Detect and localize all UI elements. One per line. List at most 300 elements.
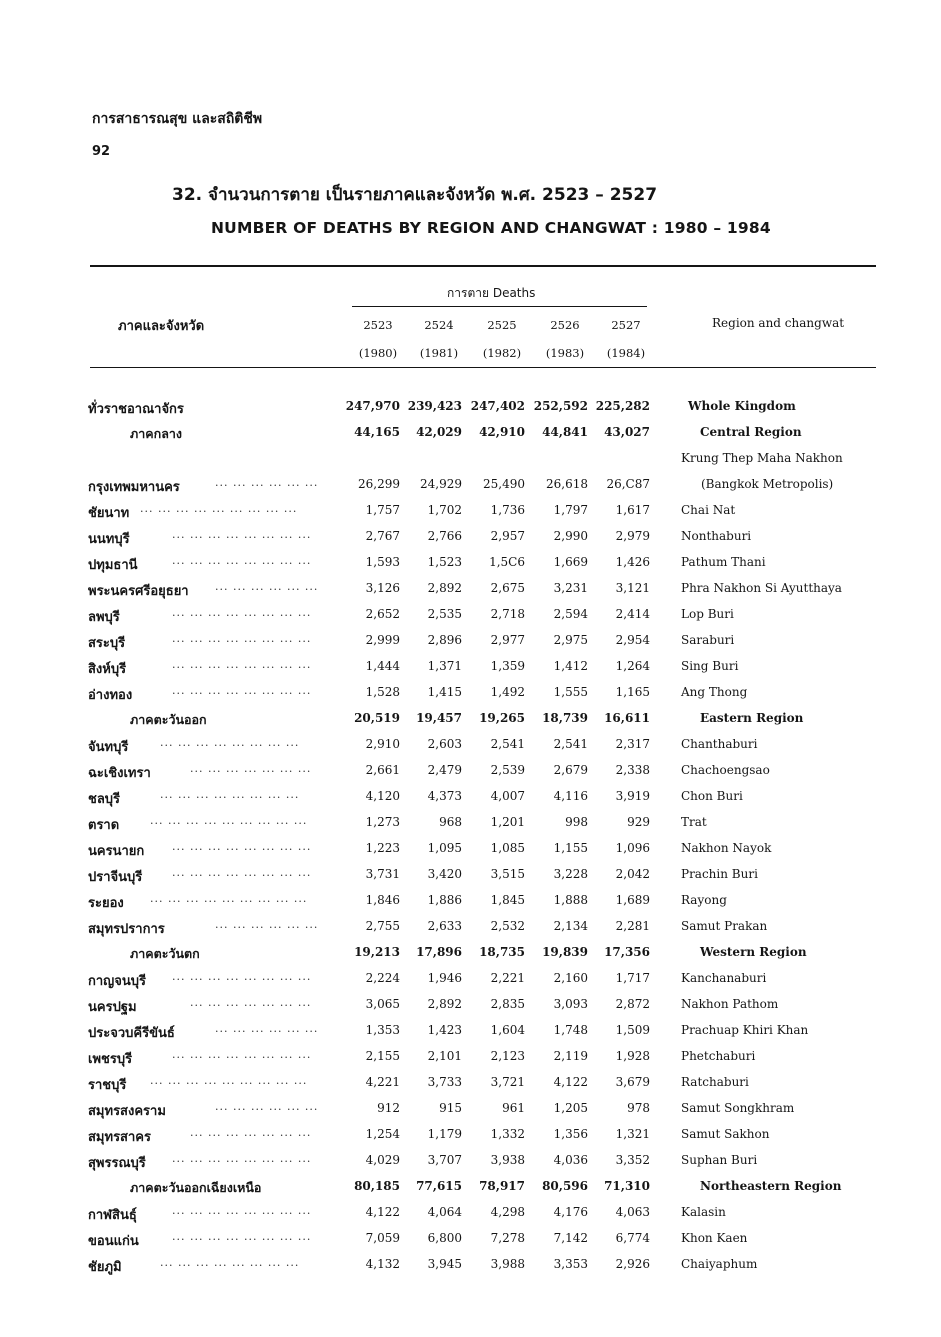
leader-dots: ... ... ... ... ... ... ... ... ... [150, 1074, 308, 1087]
cell-value: 1,205 [553, 1101, 588, 1115]
table-row [0, 476, 941, 502]
cell-value: 2,541 [553, 737, 588, 751]
cell-value: 1,096 [615, 841, 650, 855]
table-row [0, 398, 941, 424]
row-label-thai: ขอนแก่น [88, 1234, 139, 1249]
cell-value: 19,839 [542, 945, 588, 959]
cell-value: 3,919 [615, 789, 650, 803]
row-label-thai: ตราด [88, 818, 120, 833]
leader-dots: ... ... ... ... ... ... ... ... ... [150, 892, 308, 905]
cell-value: 1,179 [427, 1127, 462, 1141]
cell-value: 4,132 [365, 1257, 400, 1271]
cell-value: 968 [439, 815, 462, 829]
cell-value: 3,126 [365, 581, 400, 595]
row-label-english: Sing Buri [681, 659, 739, 673]
cell-value: 4,122 [553, 1075, 588, 1089]
cell-value: 42,910 [479, 425, 525, 439]
cell-value: 1,736 [490, 503, 525, 517]
cell-value: 1,617 [615, 503, 650, 517]
cell-value: 26,C87 [606, 477, 650, 491]
region-header-english: Region and changwat [712, 316, 845, 330]
cell-value: 1,356 [553, 1127, 588, 1141]
cell-value: 2,155 [365, 1049, 400, 1063]
cell-value: 7,142 [553, 1231, 588, 1245]
cell-value: 915 [439, 1101, 462, 1115]
cell-value: 3,065 [365, 997, 400, 1011]
leader-dots: ... ... ... ... ... ... ... ... [172, 1152, 312, 1165]
top-rule [90, 265, 876, 267]
cell-value: 26,618 [546, 477, 588, 491]
cell-value: 1,528 [365, 685, 400, 699]
cell-value: 2,755 [365, 919, 400, 933]
cell-value: 2,160 [553, 971, 588, 985]
cell-value: 1,689 [615, 893, 650, 907]
cell-value: 1,264 [615, 659, 650, 673]
cell-value: 4,036 [553, 1153, 588, 1167]
cell-value: 2,835 [490, 997, 525, 1011]
region-header-thai: ภาคและจังหวัด [118, 319, 205, 334]
year-be-2527: 2527 [611, 318, 641, 332]
table-row [0, 450, 941, 476]
cell-value: 225,282 [595, 399, 650, 413]
year-ad-1980: (1980) [358, 346, 398, 360]
cell-value: 978 [627, 1101, 650, 1115]
cell-value: 4,120 [365, 789, 400, 803]
cell-value: 6,774 [615, 1231, 650, 1245]
cell-value: 3,228 [553, 867, 588, 881]
cell-value: 2,652 [365, 607, 400, 621]
cell-value: 2,134 [553, 919, 588, 933]
row-label-thai: ปราจีนบุรี [88, 870, 143, 885]
cell-value: 20,519 [354, 711, 400, 725]
cell-value: 1,509 [615, 1023, 650, 1037]
cell-value: 998 [565, 815, 588, 829]
cell-value: 2,535 [427, 607, 462, 621]
table-row [0, 788, 941, 814]
cell-value: 247,970 [345, 399, 400, 413]
cell-value: 2,414 [615, 607, 650, 621]
cell-value: 2,317 [615, 737, 650, 751]
table-row [0, 840, 941, 866]
cell-value: 1,888 [553, 893, 588, 907]
table-title-thai: 32. จำนวนการตาย เป็นรายภาคและจังหวัด พ.ศ. 2523 – 2527 [172, 185, 658, 205]
row-label-thai: ระยอง [88, 896, 124, 911]
cell-value: 2,767 [365, 529, 400, 543]
cell-value: 1,523 [427, 555, 462, 569]
leader-dots: ... ... ... ... ... ... ... [190, 996, 312, 1009]
row-label-thai: พระนครศรีอยุธยา [88, 584, 189, 599]
row-label-thai: สุพรรณบุรี [88, 1156, 146, 1171]
cell-value: 1,415 [427, 685, 462, 699]
table-row [0, 554, 941, 580]
cell-value: 4,176 [553, 1205, 588, 1219]
page-number: 92 [92, 144, 111, 159]
table-row [0, 892, 941, 918]
cell-value: 1,332 [490, 1127, 525, 1141]
row-label-thai: กาญจนบุรี [88, 974, 146, 989]
row-label-thai: ฉะเชิงเทรา [88, 766, 151, 781]
cell-value: 1,593 [365, 555, 400, 569]
cell-value: 3,121 [615, 581, 650, 595]
cell-value: 80,596 [542, 1179, 588, 1193]
row-label-thai: ชัยภูมิ [88, 1260, 122, 1275]
cell-value: 4,029 [365, 1153, 400, 1167]
cell-value: 2,979 [615, 529, 650, 543]
leader-dots: ... ... ... ... ... ... ... ... [172, 970, 312, 983]
cell-value: 2,872 [615, 997, 650, 1011]
cell-value: 1,423 [427, 1023, 462, 1037]
cell-value: 3,731 [365, 867, 400, 881]
row-label-thai: สมุทรปราการ [88, 922, 165, 937]
row-label-thai: นครปฐม [88, 1000, 137, 1015]
cell-value: 18,735 [479, 945, 525, 959]
cell-value: 3,707 [427, 1153, 462, 1167]
cell-value: 2,539 [490, 763, 525, 777]
table-row [0, 944, 941, 970]
table-row [0, 528, 941, 554]
cell-value: 1,353 [365, 1023, 400, 1037]
cell-value: 1,359 [490, 659, 525, 673]
cell-value: 1,223 [365, 841, 400, 855]
row-label-english: Phetchaburi [681, 1049, 756, 1063]
table-row [0, 762, 941, 788]
header-bottom-rule [90, 367, 876, 368]
cell-value: 2,718 [490, 607, 525, 621]
cell-value: 4,007 [490, 789, 525, 803]
cell-value: 2,975 [553, 633, 588, 647]
cell-value: 78,917 [479, 1179, 525, 1193]
cell-value: 4,064 [427, 1205, 462, 1219]
year-ad-1982: (1982) [482, 346, 522, 360]
cell-value: 961 [502, 1101, 525, 1115]
cell-value: 3,988 [490, 1257, 525, 1271]
leader-dots: ... ... ... ... ... ... ... ... ... [150, 814, 308, 827]
cell-value: 1,273 [365, 815, 400, 829]
cell-value: 929 [627, 815, 650, 829]
cell-value: 1,845 [490, 893, 525, 907]
row-label-thai: สิงห์บุรี [88, 662, 127, 677]
cell-value: 3,721 [490, 1075, 525, 1089]
leader-dots: ... ... ... ... ... ... ... ... [172, 1230, 312, 1243]
row-label-thai: ภาคตะวันตก [130, 946, 200, 961]
row-label-thai: สมุทรสงคราม [88, 1104, 166, 1119]
cell-value: 2,999 [365, 633, 400, 647]
cell-value: 1,254 [365, 1127, 400, 1141]
row-label-thai: ราชบุรี [88, 1078, 127, 1093]
cell-value: 3,420 [427, 867, 462, 881]
cell-value: 2,281 [615, 919, 650, 933]
cell-value: 43,027 [604, 425, 650, 439]
row-label-english: Nakhon Nayok [681, 841, 772, 855]
row-label-english: Chai Nat [681, 503, 736, 517]
table-row [0, 1074, 941, 1100]
cell-value: 3,515 [490, 867, 525, 881]
year-be-2526: 2526 [550, 318, 580, 332]
row-label-english: Western Region [700, 945, 807, 959]
cell-value: 2,910 [365, 737, 400, 751]
leader-dots: ... ... ... ... ... ... [215, 1022, 319, 1035]
cell-value: 2,633 [427, 919, 462, 933]
cell-value: 1,846 [365, 893, 400, 907]
table-row [0, 1230, 941, 1256]
cell-value: 1,757 [365, 503, 400, 517]
cell-value: 2,990 [553, 529, 588, 543]
cell-value: 6,800 [427, 1231, 462, 1245]
leader-dots: ... ... ... ... ... ... ... ... [172, 658, 312, 671]
cell-value: 2,541 [490, 737, 525, 751]
cell-value: 2,479 [427, 763, 462, 777]
row-label-thai: ทั่วราชอาณาจักร [88, 402, 184, 417]
cell-value: 77,615 [416, 1179, 462, 1193]
row-label-thai: ภาคกลาง [130, 426, 182, 441]
row-label-english: Chachoengsao [681, 763, 770, 777]
cell-value: 2,042 [615, 867, 650, 881]
row-label-thai: ลพบุรี [88, 610, 120, 625]
cell-value: 1,321 [615, 1127, 650, 1141]
cell-value: 2,101 [427, 1049, 462, 1063]
leader-dots: ... ... ... ... ... ... [215, 1100, 319, 1113]
table-row [0, 580, 941, 606]
leader-dots: ... ... ... ... ... ... ... ... [160, 1256, 300, 1269]
cell-value: 7,059 [365, 1231, 400, 1245]
row-label-thai: สมุทรสาคร [88, 1130, 151, 1145]
row-label-thai: อ่างทอง [88, 688, 133, 703]
leader-dots: ... ... ... ... ... ... ... ... [172, 1048, 312, 1061]
cell-value: 239,423 [407, 399, 462, 413]
cell-value: 1,371 [427, 659, 462, 673]
cell-value: 4,298 [490, 1205, 525, 1219]
cell-value: 2,957 [490, 529, 525, 543]
cell-value: 19,265 [479, 711, 525, 725]
row-label-english: Kanchanaburi [681, 971, 767, 985]
cell-value: 2,221 [490, 971, 525, 985]
cell-value: 1,604 [490, 1023, 525, 1037]
table-row [0, 1022, 941, 1048]
leader-dots: ... ... ... ... ... ... [215, 918, 319, 931]
row-label-english: Krung Thep Maha Nakhon [681, 451, 843, 465]
cell-value: 1,702 [427, 503, 462, 517]
row-label-english: Lop Buri [681, 607, 734, 621]
cell-value: 1,412 [553, 659, 588, 673]
year-ad-1981: (1981) [419, 346, 459, 360]
cell-value: 80,185 [354, 1179, 400, 1193]
leader-dots: ... ... ... ... ... ... ... ... [172, 840, 312, 853]
row-label-english: Chon Buri [681, 789, 743, 803]
cell-value: 3,231 [553, 581, 588, 595]
row-label-thai: เพชรบุรี [88, 1052, 133, 1067]
leader-dots: ... ... ... ... ... ... ... ... [172, 866, 312, 879]
row-label-english: Northeastern Region [700, 1179, 842, 1193]
row-label-english: Khon Kaen [681, 1231, 748, 1245]
cell-value: 24,929 [420, 477, 462, 491]
leader-dots: ... ... ... ... ... ... ... ... [172, 632, 312, 645]
year-be-2524: 2524 [424, 318, 454, 332]
row-label-english: Samut Prakan [681, 919, 768, 933]
cell-value: 3,093 [553, 997, 588, 1011]
leader-dots: ... ... ... ... ... ... ... [190, 762, 312, 775]
cell-value: 1,928 [615, 1049, 650, 1063]
row-label-thai: นนทบุรี [88, 532, 130, 547]
row-label-english: Eastern Region [700, 711, 804, 725]
row-label-english: Pathum Thani [681, 555, 766, 569]
cell-value: 1,095 [427, 841, 462, 855]
table-row [0, 814, 941, 840]
row-label-thai: ปทุมธานี [88, 558, 138, 573]
row-label-english: Prachin Buri [681, 867, 758, 881]
table-row [0, 684, 941, 710]
cell-value: 2,338 [615, 763, 650, 777]
cell-value: 1,155 [553, 841, 588, 855]
table-row [0, 1204, 941, 1230]
row-label-thai: ชลบุรี [88, 792, 121, 807]
cell-value: 1,748 [553, 1023, 588, 1037]
deaths-header: การตาย Deaths [447, 286, 536, 300]
cell-value: 2,977 [490, 633, 525, 647]
cell-value: 2,892 [427, 997, 462, 1011]
cell-value: 1,426 [615, 555, 650, 569]
table-row [0, 1100, 941, 1126]
table-row [0, 866, 941, 892]
row-label-thai: กรุงเทพมหานคร [88, 480, 180, 495]
table-row [0, 424, 941, 450]
table-title-english: NUMBER OF DEATHS BY REGION AND CHANGWAT : 1980 – 1984 [211, 219, 771, 237]
cell-value: 1,085 [490, 841, 525, 855]
table-row [0, 502, 941, 528]
row-label-english: (Bangkok Metropolis) [701, 477, 834, 491]
cell-value: 2,766 [427, 529, 462, 543]
cell-value: 17,356 [604, 945, 650, 959]
leader-dots: ... ... ... ... ... ... [215, 476, 319, 489]
row-label-english: Samut Sakhon [681, 1127, 770, 1141]
cell-value: 2,603 [427, 737, 462, 751]
cell-value: 1,444 [365, 659, 400, 673]
table-row [0, 1152, 941, 1178]
leader-dots: ... ... ... ... ... ... ... ... ... [140, 502, 298, 515]
cell-value: 912 [377, 1101, 400, 1115]
leader-dots: ... ... ... ... ... ... ... ... [160, 736, 300, 749]
cell-value: 26,299 [358, 477, 400, 491]
table-row [0, 918, 941, 944]
table-row [0, 970, 941, 996]
row-label-thai: นครนายก [88, 844, 145, 859]
table-row [0, 1256, 941, 1282]
cell-value: 1,555 [553, 685, 588, 699]
table-row [0, 658, 941, 684]
year-ad-1983: (1983) [545, 346, 585, 360]
year-be-2525: 2525 [487, 318, 517, 332]
row-label-english: Nakhon Pathom [681, 997, 779, 1011]
row-label-thai: สระบุรี [88, 636, 126, 651]
cell-value: 1,5C6 [489, 555, 525, 569]
row-label-english: Chaiyaphum [681, 1257, 758, 1271]
cell-value: 2,532 [490, 919, 525, 933]
table-row [0, 1126, 941, 1152]
year-be-2523: 2523 [363, 318, 393, 332]
cell-value: 1,201 [490, 815, 525, 829]
cell-value: 2,675 [490, 581, 525, 595]
cell-value: 2,926 [615, 1257, 650, 1271]
cell-value: 4,221 [365, 1075, 400, 1089]
row-label-english: Prachuap Khiri Khan [681, 1023, 809, 1037]
row-label-thai: ภาคตะวันออก [130, 712, 207, 727]
cell-value: 2,679 [553, 763, 588, 777]
leader-dots: ... ... ... ... ... ... ... ... [172, 684, 312, 697]
cell-value: 17,896 [416, 945, 462, 959]
cell-value: 1,886 [427, 893, 462, 907]
leader-dots: ... ... ... ... ... ... ... ... [172, 1204, 312, 1217]
year-ad-1984: (1984) [606, 346, 646, 360]
cell-value: 2,594 [553, 607, 588, 621]
deaths-underline [352, 306, 647, 307]
row-label-english: Nonthaburi [681, 529, 752, 543]
row-label-thai: จันทบุรี [88, 740, 129, 755]
row-label-english: Whole Kingdom [688, 399, 796, 413]
row-label-thai: ชัยนาท [88, 506, 130, 521]
cell-value: 252,592 [533, 399, 588, 413]
leader-dots: ... ... ... ... ... ... ... ... [172, 606, 312, 619]
row-label-english: Saraburi [681, 633, 735, 647]
cell-value: 1,797 [553, 503, 588, 517]
cell-value: 1,946 [427, 971, 462, 985]
cell-value: 1,717 [615, 971, 650, 985]
cell-value: 2,892 [427, 581, 462, 595]
row-label-english: Central Region [700, 425, 802, 439]
row-label-english: Ratchaburi [681, 1075, 749, 1089]
row-label-english: Kalasin [681, 1205, 726, 1219]
cell-value: 42,029 [416, 425, 462, 439]
cell-value: 4,373 [427, 789, 462, 803]
leader-dots: ... ... ... ... ... ... ... ... [172, 528, 312, 541]
table-row [0, 996, 941, 1022]
cell-value: 3,733 [427, 1075, 462, 1089]
table-row [0, 632, 941, 658]
cell-value: 2,954 [615, 633, 650, 647]
cell-value: 18,739 [542, 711, 588, 725]
row-label-thai: ประจวบคีรีขันธ์ [88, 1026, 175, 1041]
cell-value: 3,352 [615, 1153, 650, 1167]
cell-value: 71,310 [604, 1179, 650, 1193]
cell-value: 2,661 [365, 763, 400, 777]
cell-value: 2,896 [427, 633, 462, 647]
row-label-thai: ภาคตะวันออกเฉียงเหนือ [130, 1180, 262, 1195]
cell-value: 19,457 [416, 711, 462, 725]
cell-value: 2,224 [365, 971, 400, 985]
row-label-english: Rayong [681, 893, 727, 907]
row-label-english: Trat [681, 815, 707, 829]
cell-value: 3,945 [427, 1257, 462, 1271]
leader-dots: ... ... ... ... ... ... ... ... [172, 554, 312, 567]
cell-value: 1,669 [553, 555, 588, 569]
row-label-english: Suphan Buri [681, 1153, 758, 1167]
cell-value: 2,123 [490, 1049, 525, 1063]
cell-value: 2,119 [553, 1049, 588, 1063]
cell-value: 25,490 [483, 477, 525, 491]
leader-dots: ... ... ... ... ... ... ... [190, 1126, 312, 1139]
table-row [0, 606, 941, 632]
row-label-english: Samut Songkhram [681, 1101, 795, 1115]
cell-value: 16,611 [604, 711, 650, 725]
cell-value: 4,063 [615, 1205, 650, 1219]
cell-value: 1,165 [615, 685, 650, 699]
cell-value: 44,841 [542, 425, 588, 439]
section-header: การสาธารณสุข และสถิติชีพ [92, 111, 263, 127]
cell-value: 4,122 [365, 1205, 400, 1219]
cell-value: 3,353 [553, 1257, 588, 1271]
cell-value: 7,278 [490, 1231, 525, 1245]
cell-value: 3,679 [615, 1075, 650, 1089]
leader-dots: ... ... ... ... ... ... [215, 580, 319, 593]
table-row [0, 1048, 941, 1074]
